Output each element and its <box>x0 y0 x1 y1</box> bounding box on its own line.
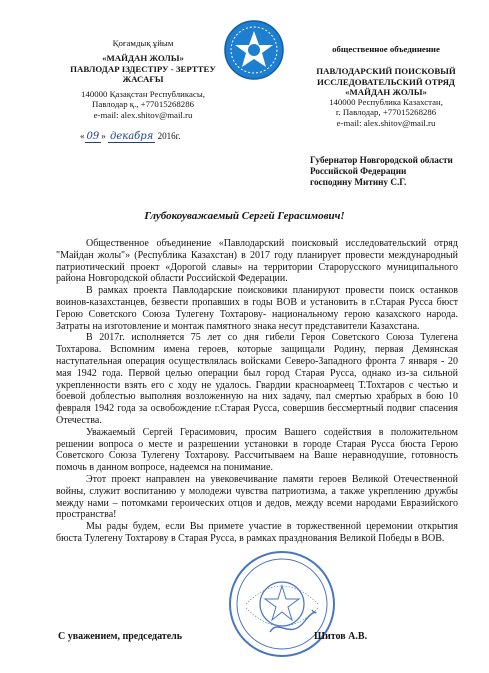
org-full-name-kz-1: ПАВЛОДАР ІЗДЕСТІРУ - ЗЕРТТЕУ <box>70 63 216 74</box>
org-full-name-ru-1: ПАВЛОДАРСКИЙ ПОИСКОВЫЙ <box>316 66 456 77</box>
org-full-name-ru-2: ИССЛЕДОВАТЕЛЬСКИЙ ОТРЯД <box>317 76 455 87</box>
body-paragraph: В 2017г. исполняется 75 лет со дня гибели Героя Советского Союза Тулегена Тохтарова. Вспомним имена героев, которые защищали Родину, первая Демянская наступательная операция осуществлялась войсками Северо-Западного фронта 7 января - 20 мая 1942 года. Первой целью операции был город Старая Русса, однако из-за сильной укрепленности взять его с ходу не удалось. Гвардии красноармеец Т.Тохтаров с честью и боевой доблестью выполняя возложенную на них задачу, пал смертью храбрых в бою 10 февраля 1942 года за освобождение г.Старая Русса, совершив бессмертный подвиг спасения Отечества. <box>56 332 458 426</box>
addressee-block <box>310 155 453 188</box>
date-open-quote: « <box>80 131 85 141</box>
round-stamp <box>226 548 338 660</box>
letter-date <box>80 131 181 143</box>
body-paragraph: Этот проект направлен на увековечивание памяти героев Великой Отечественной войны, служит воспитанию у молодежи чувства патриотизма, а также укреплению дружбы между нами – потомками героических отцов и дедов, между всеми народами Евразийского пространства! <box>56 473 458 521</box>
addressee-line-1: Губернатор Новгородской области <box>310 155 453 165</box>
address-ru-1: 140000 Республика Казахстан, <box>329 97 443 108</box>
org-name-ru: «МАЙДАН ЖОЛЫ» <box>345 86 427 97</box>
signatory-name: Шитов А.В. <box>314 631 368 642</box>
org-full-name-kz-2: ЖАСАҒЫ <box>122 73 164 84</box>
address-kz-1: 140000 Қазақстан Республикасы, <box>81 89 205 100</box>
date-year: 2016г. <box>157 131 181 141</box>
signature-block <box>58 631 368 642</box>
org-name-kz: «МАЙДАН ЖОЛЫ» <box>102 53 184 64</box>
body-paragraph: Общественное объединение «Павлодарский поисковый исследовательский отряд "Майдан жолы"» (Республика Казахстан) в 2017 году планирует провести международный патриотический проект «Дорогой славы» на территории Старорусского муниципального района Новгородской области Российской Федерации. <box>56 238 458 285</box>
body-paragraph: Мы рады будем, если Вы примете участие в торжественной церемонии открытия бюста Тулегену Тохтарову в Старая Русса, в рамках празднования Великой Победы в ВОВ. <box>56 521 458 544</box>
body-paragraph: Уважаемый Сергей Герасимович, просим Вашего содействия в положительном решении вопроса о месте и разрешении установки в городе Старая Русса бюста Герою Советского Союза Тулегену Тохтарову. Рассчитываем на Ваше неравнодушие, готовность помочь в данном вопросе, надеемся на понимание. <box>56 426 458 474</box>
email-kz: e-mail: alex.shitov@mail.ru <box>93 109 193 120</box>
letter-body <box>56 238 458 545</box>
date-month: декабря <box>109 131 154 142</box>
address-ru-2: г. Павлодар, +77015268286 <box>335 107 437 118</box>
org-type-kz: Қоғамдық ұйым <box>112 38 174 48</box>
signature-closing: С уважением, председатель <box>58 631 183 642</box>
addressee-line-2: Российской Федерации <box>310 166 407 176</box>
email-ru: e-mail: alex.shitov@mail.ru <box>336 117 436 128</box>
addressee-line-3: господину Митину С.Г. <box>310 177 407 187</box>
organization-emblem <box>222 18 286 82</box>
address-kz-2: Павлодар қ., +77015268286 <box>91 99 195 110</box>
letterhead-kazakh <box>58 38 228 120</box>
date-day: 09 <box>86 131 100 142</box>
letterhead-russian <box>296 44 476 128</box>
org-type-ru: общественное объединение <box>332 44 440 54</box>
body-paragraph: В рамках проекта Павлодарские поисковики планируют провести поиск останков воинов-казахстанцев, безвести пропавших в годы ВОВ и установить в г.Старая Русса бюст Герою Советского Союза Тулегену Тохтарову- национальному герою казахского народа. Затраты на изготовление и монтаж памятного знака несут представители Казахстана. <box>56 285 458 332</box>
salutation: Глубокоуважаемый Сергей Герасимович! <box>144 210 345 222</box>
date-close-quote: » <box>101 131 106 141</box>
